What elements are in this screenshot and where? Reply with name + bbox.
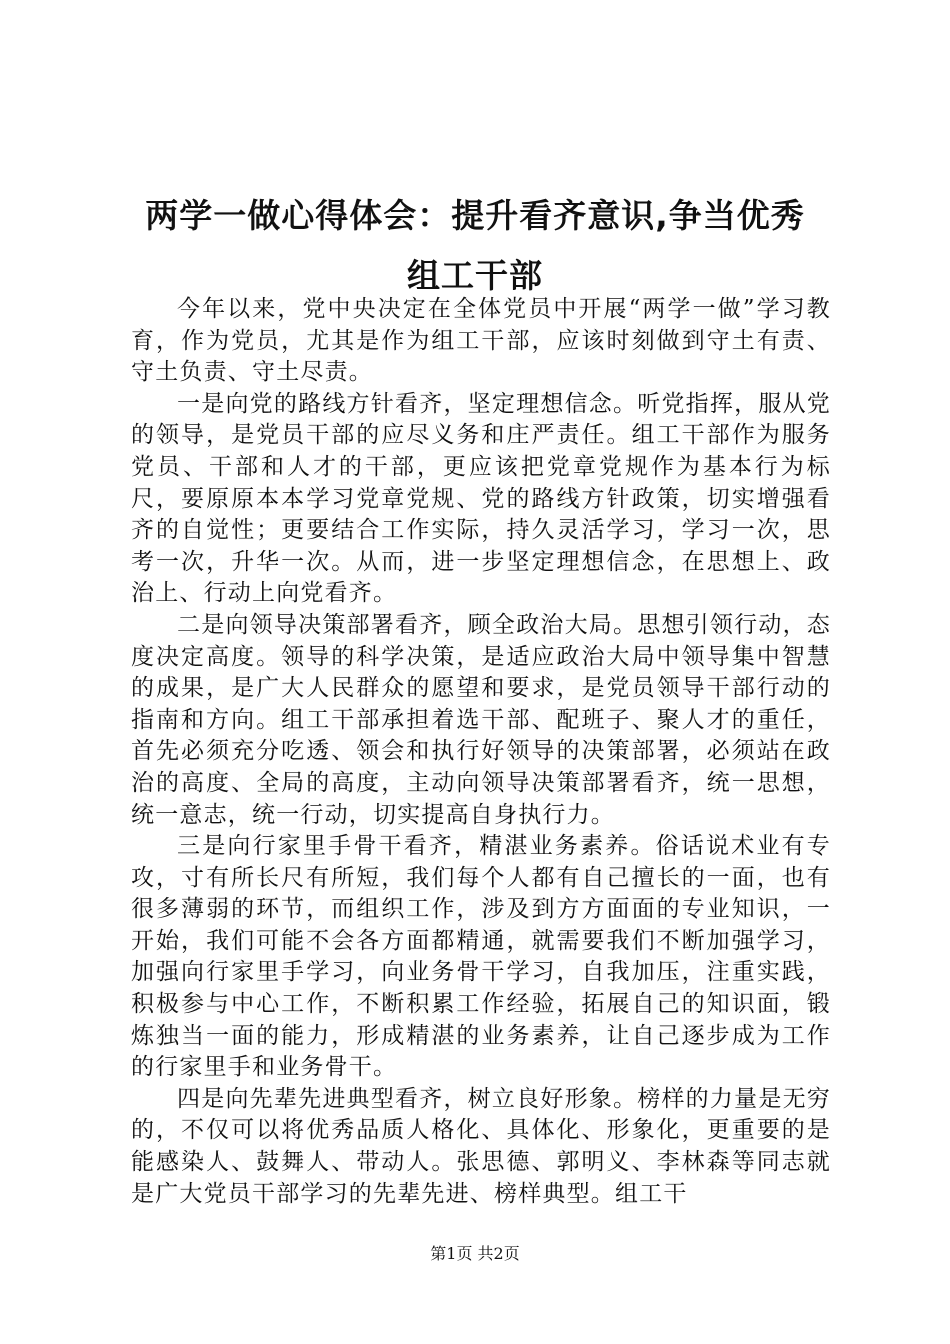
page-number-footer: 第1页 共2页 [430,1244,520,1263]
paragraph-point-4: 四是向先辈先进典型看齐，树立良好形象。榜样的力量是无穷的，不仅可以将优秀品质人格化、具体化、形象化，更重要的是能感染人、鼓舞人、带动人。张思德、郭明义、李林森等同志就是广大党员干部学习的先辈先进、榜样典型。组工干 [131,1085,831,1207]
document-body [131,294,831,1210]
title-line-2: 组工干部 [407,256,543,295]
paragraph-intro: 今年以来，党中央决定在全体党员中开展“两学一做”学习教育，作为党员，尤其是作为组工干部，应该时刻做到守土有责、守土负责、守土尽责。 [131,296,831,386]
title-line-1: 两学一做心得体会：提升看齐意识,争当优秀 [145,196,805,235]
paragraph-point-1: 一是向党的路线方针看齐，坚定理想信念。听党指挥，服从党的领导，是党员干部的应尽义务和庄严责任。组工干部作为服务党员、干部和人才的干部，更应该把党章党规作为基本行为标尺，要原原本本学习党章党规、党的路线方针政策，切实增强看齐的自觉性；更要结合工作实际，持久灵活学习，学习一次，思考一次，升华一次。从而，进一步坚定理想信念，在思想上、政治上、行动上向党看齐。 [131,390,831,607]
paragraph-point-2: 二是向领导决策部署看齐，顾全政治大局。思想引领行动，态度决定高度。领导的科学决策，是适应政治大局中领导集中智慧的成果，是广大人民群众的愿望和要求，是党员领导干部行动的指南和方向。组工干部承担着选干部、配班子、聚人才的重任，首先必须充分吃透、领会和执行好领导的决策部署，必须站在政治的高度、全局的高度，主动向领导决策部署看齐，统一思想，统一意志，统一行动，切实提高自身执行力。 [131,611,831,828]
document-title [110,186,840,306]
paragraph-point-3: 三是向行家里手骨干看齐，精湛业务素养。俗话说术业有专攻，寸有所长尺有所短，我们每个人都有自己擅长的一面，也有很多薄弱的环节，而组织工作，涉及到方方面面的专业知识，一开始，我们可能不会各方面都精通，就需要我们不断加强学习，加强向行家里手学习，向业务骨干学习，自我加压，注重实践，积极参与中心工作，不断积累工作经验，拓展自己的知识面，锻炼独当一面的能力，形成精湛的业务素养，让自己逐步成为工作的行家里手和业务骨干。 [131,833,831,1081]
